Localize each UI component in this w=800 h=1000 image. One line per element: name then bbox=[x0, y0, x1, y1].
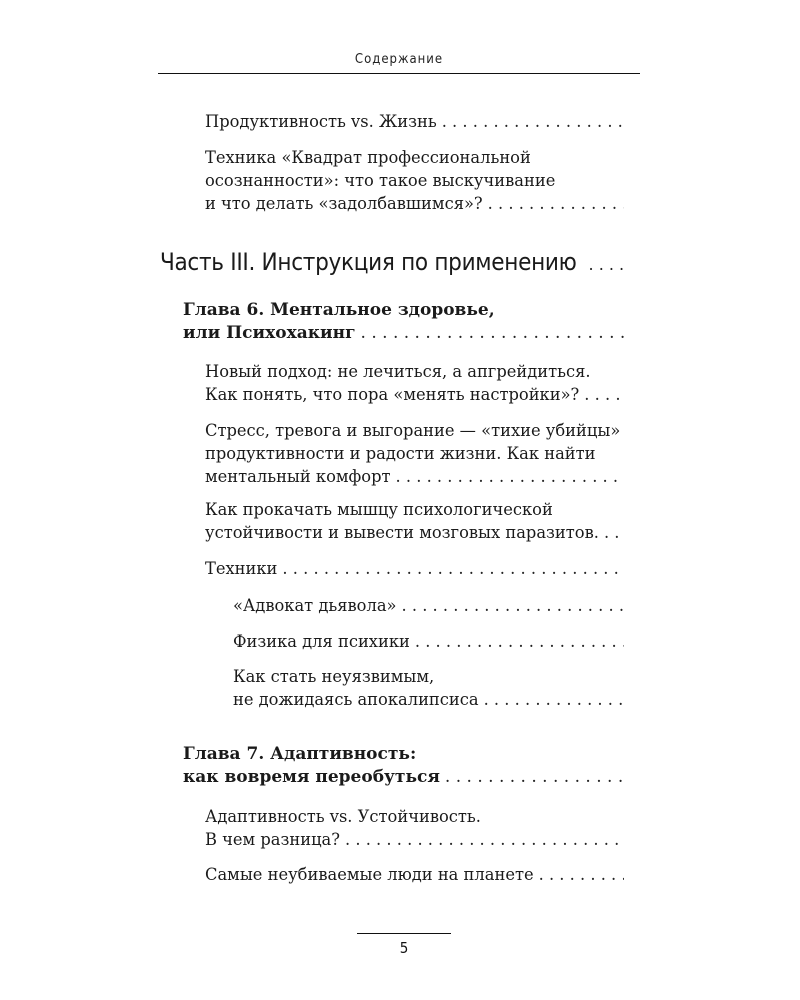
dot-leader bbox=[584, 383, 624, 406]
toc-chapter-title: Глава 7. Адаптивность: bbox=[183, 744, 417, 764]
toc-chapter-heading[interactable] bbox=[183, 743, 624, 789]
dot-leader bbox=[396, 465, 624, 488]
toc-entry-text: ментальный комфорт bbox=[205, 467, 391, 486]
toc-entry[interactable] bbox=[205, 557, 624, 580]
toc-entry-text: Стресс, тревога и выгорание — «тихие убийцы» bbox=[205, 421, 621, 440]
toc-entry[interactable] bbox=[205, 110, 624, 133]
toc-subentry-text: Физика для психики bbox=[233, 632, 410, 651]
toc-entry-text: Самые неубиваемые люди на планете bbox=[205, 865, 534, 884]
toc-subentry[interactable] bbox=[233, 665, 624, 711]
toc-entry-text: Адаптивность vs. Устойчивость. bbox=[205, 807, 481, 826]
dot-leader bbox=[484, 688, 624, 711]
dot-leader bbox=[442, 110, 624, 133]
toc-subentry[interactable] bbox=[233, 630, 624, 653]
toc-entry-text: В чем разница? bbox=[205, 830, 340, 849]
dot-leader bbox=[445, 766, 624, 789]
toc-subentry-text: не дожидаясь апокалипсиса bbox=[233, 690, 479, 709]
toc-entry-text: продуктивности и радости жизни. Как найти bbox=[205, 444, 596, 463]
dot-leader bbox=[539, 863, 624, 886]
toc-part-title: Часть III. Инструкция по применению bbox=[160, 248, 577, 276]
dot-leader bbox=[415, 630, 624, 653]
toc-chapter-title: Глава 6. Ментальное здоровье, bbox=[183, 300, 495, 320]
dot-leader bbox=[345, 828, 624, 851]
toc-entry-text: Техника «Квадрат профессиональной bbox=[205, 148, 531, 167]
toc-entry[interactable] bbox=[205, 863, 624, 886]
toc-entry[interactable] bbox=[205, 146, 624, 215]
footer-rule bbox=[357, 933, 451, 934]
dot-leader bbox=[604, 521, 624, 544]
toc-chapter-title: как вовремя переобуться bbox=[183, 767, 440, 787]
toc-chapter-title: или Психохакинг bbox=[183, 323, 356, 343]
toc-chapter-heading[interactable] bbox=[183, 299, 624, 345]
toc-entry[interactable] bbox=[205, 419, 624, 488]
dot-leader bbox=[488, 192, 624, 215]
toc-entry-text: и что делать «задолбавшимся»? bbox=[205, 194, 483, 213]
toc-entry-text: Как понять, что пора «менять настройки»? bbox=[205, 385, 580, 404]
dot-leader bbox=[402, 594, 625, 617]
toc-subentry-text: Как стать неуязвимым, bbox=[233, 667, 435, 686]
toc-entry-text: Как прокачать мышцу психологической bbox=[205, 500, 553, 519]
dot-leader bbox=[361, 322, 624, 345]
toc-entry[interactable] bbox=[205, 805, 624, 851]
dot-leader bbox=[589, 251, 624, 279]
toc-entry-text: устойчивости и вывести мозговых паразитов. bbox=[205, 523, 599, 542]
toc-entry-text: Новый подход: не лечиться, а апгрейдиться. bbox=[205, 362, 591, 381]
page-number: 5 bbox=[399, 939, 409, 957]
dot-leader bbox=[282, 557, 624, 580]
toc-entry-text: Продуктивность vs. Жизнь bbox=[205, 112, 437, 131]
toc-part-heading[interactable] bbox=[160, 248, 624, 279]
running-head-title: Содержание bbox=[354, 52, 444, 67]
toc-subentry-text: «Адвокат дьявола» bbox=[233, 596, 397, 615]
toc-entry[interactable] bbox=[205, 360, 624, 406]
toc-entry-text: осознанности»: что такое выскучивание bbox=[205, 171, 556, 190]
toc-entry-text: Техники bbox=[205, 559, 278, 578]
toc-entry[interactable] bbox=[205, 498, 624, 544]
toc-subentry[interactable] bbox=[233, 594, 624, 617]
